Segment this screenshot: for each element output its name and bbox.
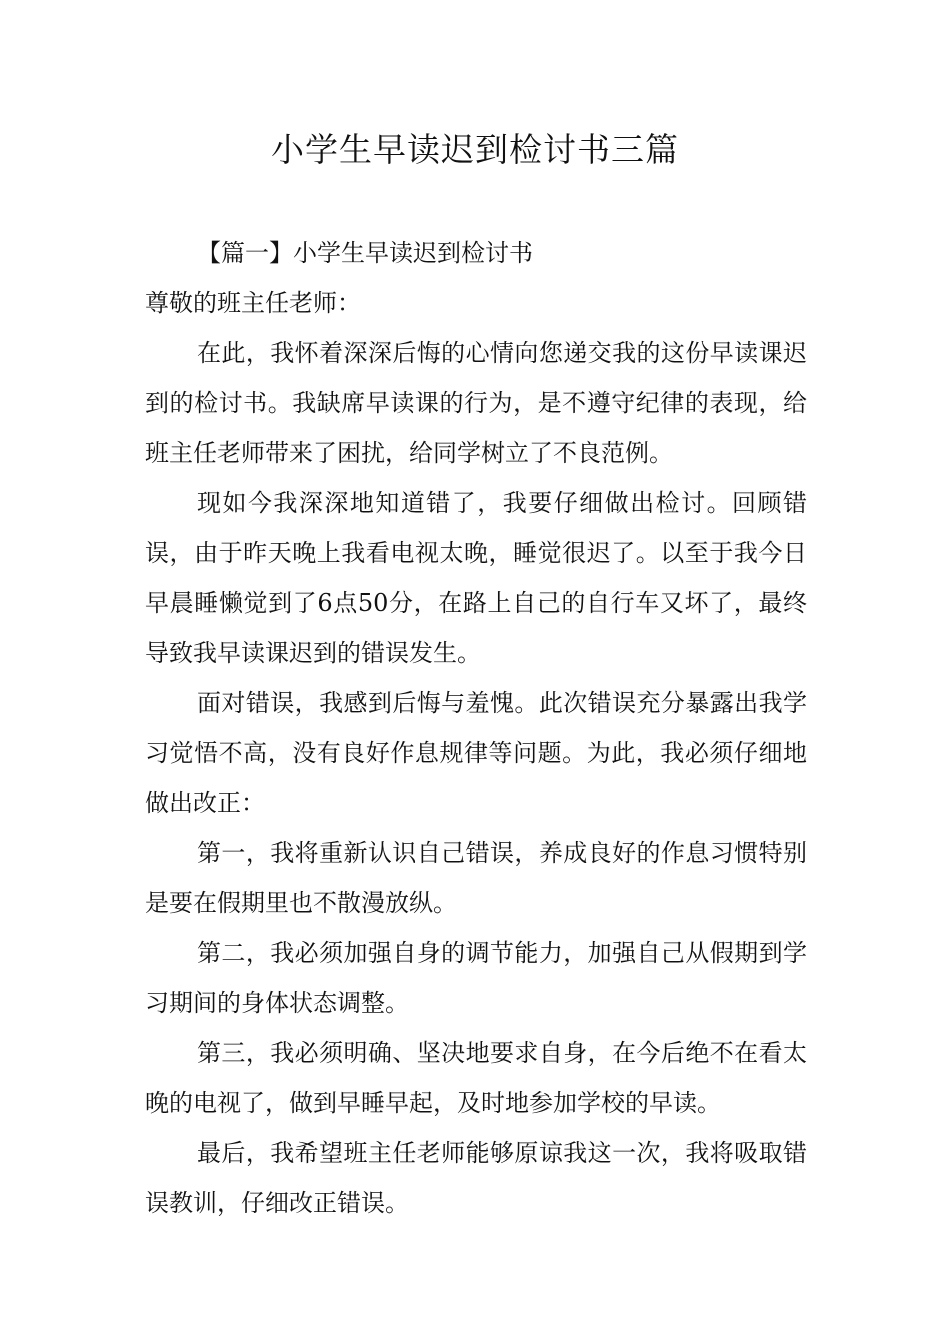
body-paragraph: 第三，我必须明确、坚决地要求自身，在今后绝不在看太晚的电视了，做到早睡早起，及时地参加学校的早读。 — [145, 1039, 807, 1117]
body-paragraph: 面对错误，我感到后悔与羞愧。此次错误充分暴露出我学习觉悟不高，没有良好作息规律等问题。为此，我必须仔细地做出改正： — [145, 689, 807, 817]
document-body — [145, 228, 807, 1228]
section-heading: 【篇一】小学生早读迟到检讨书 — [197, 239, 533, 267]
body-paragraph: 现如今我深深地知道错了，我要仔细做出检讨。回顾错误，由于昨天晚上我看电视太晚，睡觉很迟了。以至于我今日早晨睡懒觉到了6点50分，在路上自己的自行车又坏了，最终导致我早读课迟到的错误发生。 — [145, 489, 807, 667]
document-title: 小学生早读迟到检讨书三篇 — [271, 130, 679, 169]
body-paragraph: 最后，我希望班主任老师能够原谅我这一次，我将吸取错误教训，仔细改正错误。 — [145, 1139, 807, 1217]
body-paragraph: 第二，我必须加强自身的调节能力，加强自己从假期到学习期间的身体状态调整。 — [145, 939, 807, 1017]
body-paragraph: 第一，我将重新认识自己错误，养成良好的作息习惯特别是要在假期里也不散漫放纵。 — [145, 839, 807, 917]
body-paragraph: 在此，我怀着深深后悔的心情向您递交我的这份早读课迟到的检讨书。我缺席早读课的行为，是不遵守纪律的表现，给班主任老师带来了困扰，给同学树立了不良范例。 — [145, 339, 807, 467]
salutation: 尊敬的班主任老师： — [145, 289, 361, 317]
